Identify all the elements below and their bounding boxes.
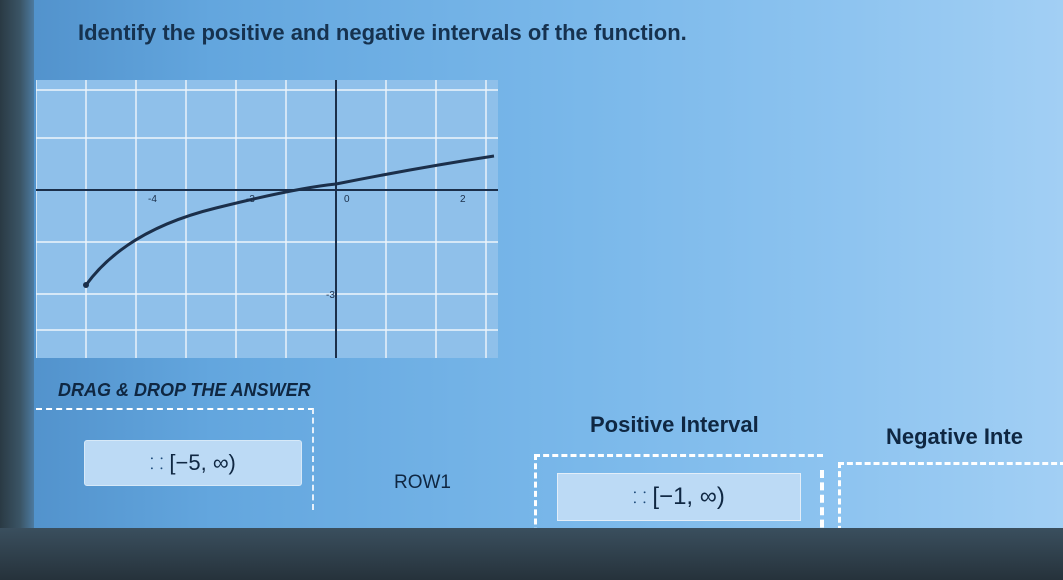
x-tick-label: -3 [246,194,255,205]
answer-bank [36,408,314,510]
answer-chip-label: [−5, ∞) [169,450,236,475]
drag-drop-title: DRAG & DROP THE ANSWER [58,380,311,400]
screen-bezel-bottom [0,528,1063,580]
y-tick-label: -3 [326,290,335,301]
function-curve [86,156,494,285]
placed-answer-chip[interactable] [557,473,801,521]
question-text: Identify the positive and negative intervals of the function. [78,20,687,45]
drag-handle-icon[interactable]: ⸬ [633,488,647,507]
column-header-positive: Positive Interval [590,412,759,437]
drag-handle-icon[interactable]: ⸬ [150,454,164,473]
screen-bezel-left [0,0,34,580]
placed-answer-label: [−1, ∞) [652,483,725,510]
x-tick-label: 0 [344,194,350,205]
curve-endpoint [83,282,89,288]
grid-lines [36,80,498,358]
column-header-negative: Negative Inte [886,424,1023,449]
function-graph [36,80,498,358]
x-tick-label: -4 [148,194,157,205]
x-tick-label: 2 [460,194,466,205]
row-label: ROW1 [394,472,451,493]
answer-chip[interactable] [84,440,302,486]
graph-svg [36,80,498,358]
